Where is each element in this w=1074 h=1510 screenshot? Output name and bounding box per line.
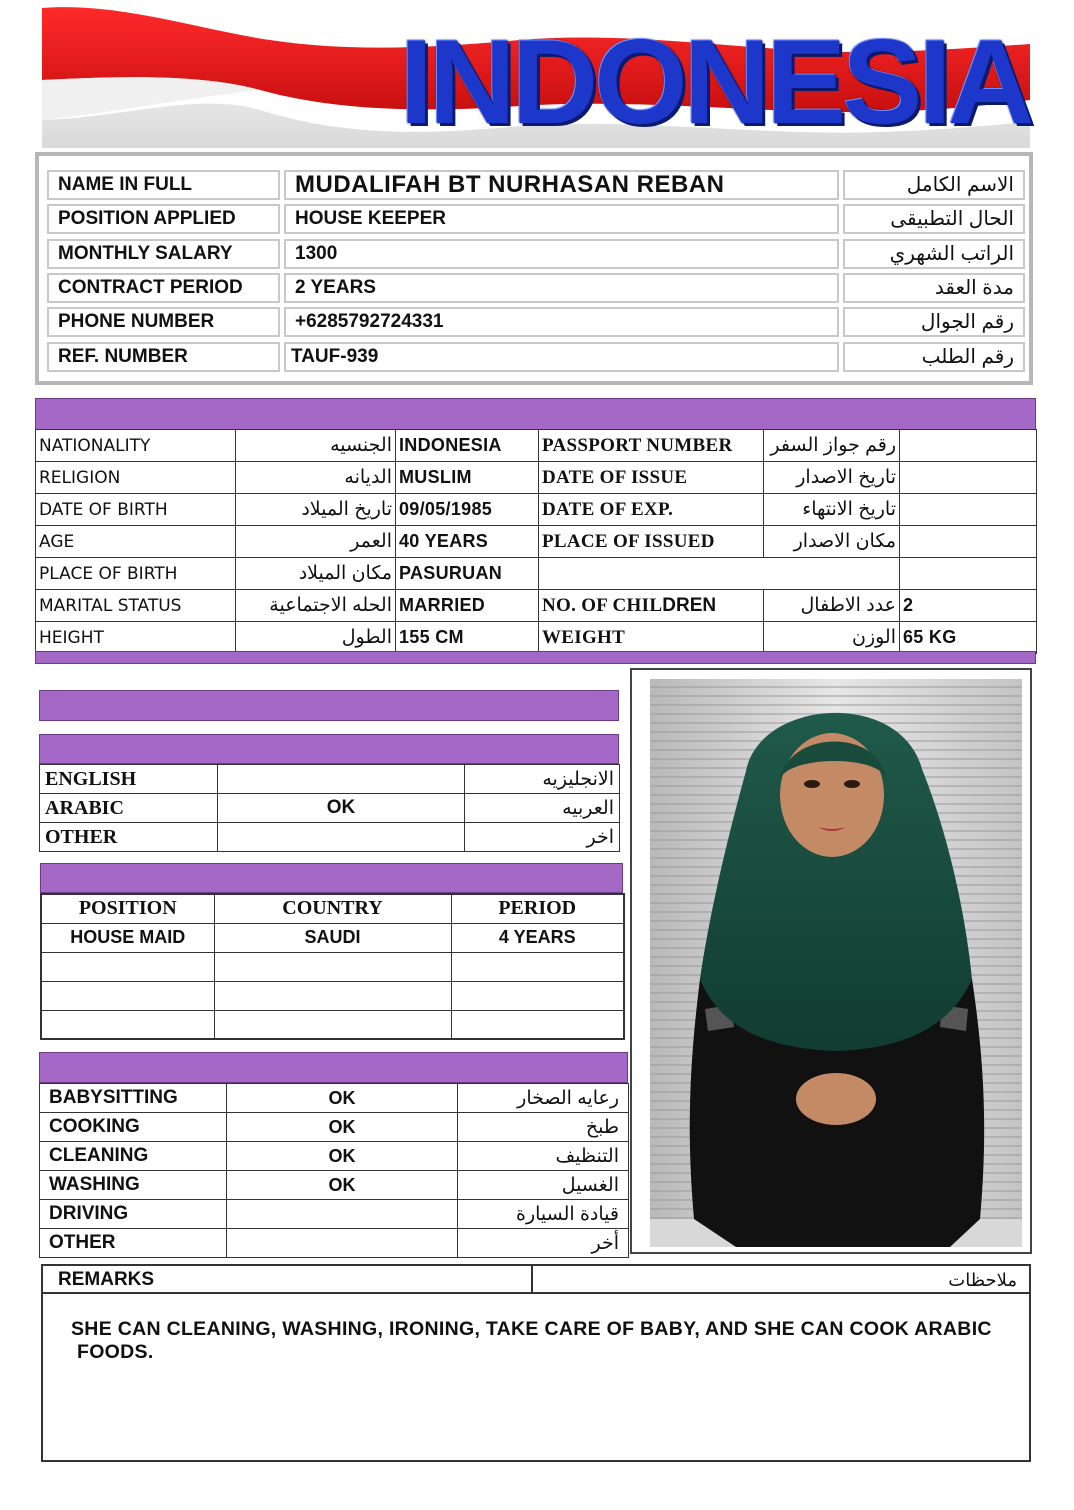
language-label-arabic: اخر (465, 823, 620, 852)
language-value (218, 765, 465, 794)
column-header: POSITION (41, 894, 214, 923)
experience-country (214, 1010, 451, 1039)
age-label-arabic: العمر (236, 526, 396, 558)
languages-table (39, 764, 620, 852)
religion-value: MUSLIM (396, 462, 539, 494)
photo-frame (630, 668, 1032, 1254)
info-row-name (47, 170, 1023, 200)
info-label: PHONE NUMBER (47, 307, 280, 337)
weight-label-arabic: الوزن (764, 622, 900, 654)
skills-table (39, 1083, 629, 1258)
applicant-info-box (35, 152, 1033, 385)
passport-label: PASSPORT NUMBER (539, 430, 764, 462)
table-row (41, 1010, 624, 1039)
language-label-arabic: العربيه (465, 794, 620, 823)
issue-date-label: DATE OF ISSUE (539, 462, 764, 494)
skills-header-bar (39, 1052, 628, 1083)
experience-country: SAUDI (214, 923, 451, 952)
age-label: AGE (36, 526, 236, 558)
children-value: 2 (900, 590, 1037, 622)
skill-value: OK (227, 1171, 458, 1200)
pob-label: PLACE OF BIRTH (36, 558, 236, 590)
children-label-arabic: عدد الاطفال (764, 590, 900, 622)
passport-label-arabic: رقم جواز السفر (764, 430, 900, 462)
table-row (36, 590, 1037, 622)
info-label-arabic: رقم الجوال (843, 307, 1025, 337)
table-row (40, 794, 620, 823)
info-row-salary (47, 239, 1023, 269)
experience-section (40, 863, 623, 1038)
marital-label-arabic: الحله الاجتماعية (236, 590, 396, 622)
table-row (36, 462, 1037, 494)
section-header-bar (39, 690, 619, 721)
info-row-position (47, 204, 1023, 234)
table-row (40, 1142, 629, 1171)
nationality-label: NATIONALITY (36, 430, 236, 462)
dob-label: DATE OF BIRTH (36, 494, 236, 526)
table-row (41, 923, 624, 952)
table-row (40, 1200, 629, 1229)
section-header-bar (35, 398, 1036, 430)
info-label: POSITION APPLIED (47, 204, 280, 234)
country-title: INDONESIA (399, 15, 1031, 149)
height-label-arabic: الطول (236, 622, 396, 654)
table-row (36, 430, 1037, 462)
applicant-photo (650, 679, 1022, 1247)
personal-details-section (35, 398, 1036, 666)
religion-label: RELIGION (36, 462, 236, 494)
table-row (36, 558, 1037, 590)
column-header: PERIOD (451, 894, 624, 923)
height-label: HEIGHT (36, 622, 236, 654)
experience-position (41, 981, 214, 1010)
skill-value: OK (227, 1142, 458, 1171)
issue-date-value (900, 462, 1037, 494)
experience-country (214, 981, 451, 1010)
dob-label-arabic: تاريخ الميلاد (236, 494, 396, 526)
skill-label-arabic: أخر (458, 1229, 629, 1258)
table-row (40, 1171, 629, 1200)
languages-header-bar (39, 734, 619, 764)
personal-details-table (35, 429, 1037, 654)
skill-label-arabic: طبخ (458, 1113, 629, 1142)
full-name-value: MUDALIFAH BT NURHASAN REBAN (284, 170, 839, 200)
info-label-arabic: الحال التطبيقى (843, 204, 1025, 234)
nationality-label-arabic: الجنسيه (236, 430, 396, 462)
religion-label-arabic: الديانه (236, 462, 396, 494)
expiry-value (900, 494, 1037, 526)
table-row (41, 981, 624, 1010)
skill-label-arabic: الغسيل (458, 1171, 629, 1200)
contract-value: 2 YEARS (284, 273, 839, 303)
height-value: 155 CM (396, 622, 539, 654)
place-issued-label: PLACE OF ISSUED (539, 526, 764, 558)
language-label: ARABIC (40, 794, 218, 823)
table-row (40, 1229, 629, 1258)
salary-value: 1300 (284, 239, 839, 269)
info-label-arabic: رقم الطلب (843, 342, 1025, 372)
language-label: OTHER (40, 823, 218, 852)
place-issued-value (900, 526, 1037, 558)
skill-label: COOKING (40, 1113, 227, 1142)
experience-period (451, 952, 624, 981)
remarks-line: SHE CAN CLEANING, WASHING, IRONING, TAKE CARE OF BABY, AND SHE CAN COOK ARABIC (71, 1318, 992, 1340)
issue-date-label-arabic: تاريخ الاصدار (764, 462, 900, 494)
empty-cell (539, 558, 900, 590)
age-value: 40 YEARS (396, 526, 539, 558)
ref-value: TAUF-939 (284, 342, 839, 372)
nationality-value: INDONESIA (396, 430, 539, 462)
expiry-label-arabic: تاريخ الانتهاء (764, 494, 900, 526)
table-row (40, 823, 620, 852)
pob-value: PASURUAN (396, 558, 539, 590)
column-header: COUNTRY (214, 894, 451, 923)
info-label: REF. NUMBER (47, 342, 280, 372)
info-row-phone (47, 307, 1023, 337)
skill-label: WASHING (40, 1171, 227, 1200)
empty-cell (900, 558, 1037, 590)
table-row (36, 494, 1037, 526)
table-header-row (41, 894, 624, 923)
skills-section (39, 1052, 628, 1257)
pob-label-arabic: مكان الميلاد (236, 558, 396, 590)
info-row-ref (47, 342, 1023, 372)
person-portrait-icon (650, 679, 1022, 1247)
children-label-a: NO. OF CHIL (542, 594, 663, 616)
info-label: NAME IN FULL (47, 170, 280, 200)
skill-label: DRIVING (40, 1200, 227, 1229)
experience-position: HOUSE MAID (41, 923, 214, 952)
experience-period: 4 YEARS (451, 923, 624, 952)
weight-label: WEIGHT (539, 622, 764, 654)
table-row (40, 1084, 629, 1113)
experience-period (451, 1010, 624, 1039)
section-footer-bar (35, 651, 1036, 664)
remarks-section (41, 1264, 1031, 1462)
skill-label-arabic: رعايه الصخار (458, 1084, 629, 1113)
marital-label: MARITAL STATUS (36, 590, 236, 622)
skill-label: BABYSITTING (40, 1084, 227, 1113)
table-row (41, 952, 624, 981)
remarks-text (71, 1318, 1011, 1364)
remarks-label: REMARKS (43, 1266, 533, 1294)
expiry-label: DATE OF EXP. (539, 494, 764, 526)
marital-value: MARRIED (396, 590, 539, 622)
experience-table (40, 893, 625, 1040)
skill-value: OK (227, 1084, 458, 1113)
phone-value: +6285792724331 (284, 307, 839, 337)
info-label-arabic: الاسم الكامل (843, 170, 1025, 200)
remarks-line: FOODS. (77, 1341, 154, 1363)
children-label-b: DREN (662, 594, 717, 616)
skill-value: OK (227, 1113, 458, 1142)
language-label: ENGLISH (40, 765, 218, 794)
info-label: MONTHLY SALARY (47, 239, 280, 269)
language-label-arabic: الانجليزيه (465, 765, 620, 794)
skill-value (227, 1229, 458, 1258)
skill-label: OTHER (40, 1229, 227, 1258)
language-value: OK (218, 794, 465, 823)
experience-position (41, 952, 214, 981)
position-value: HOUSE KEEPER (284, 204, 839, 234)
experience-header-bar (40, 863, 623, 893)
weight-value: 65 KG (900, 622, 1037, 654)
table-row (40, 765, 620, 794)
info-row-contract (47, 273, 1023, 303)
table-row (40, 1113, 629, 1142)
info-label-arabic: مدة العقد (843, 273, 1025, 303)
table-row (36, 526, 1037, 558)
skill-value (227, 1200, 458, 1229)
passport-value (900, 430, 1037, 462)
place-issued-label-arabic: مكان الاصدار (764, 526, 900, 558)
remarks-label-arabic: ملاحظات (533, 1266, 1029, 1294)
dob-value: 09/05/1985 (396, 494, 539, 526)
experience-country (214, 952, 451, 981)
info-label-arabic: الراتب الشهري (843, 239, 1025, 269)
info-label: CONTRACT PERIOD (47, 273, 280, 303)
languages-section (39, 734, 619, 852)
experience-period (451, 981, 624, 1010)
children-label (539, 590, 764, 622)
skill-label-arabic: قيادة السيارة (458, 1200, 629, 1229)
language-value (218, 823, 465, 852)
table-row (36, 622, 1037, 654)
skill-label-arabic: التنظيف (458, 1142, 629, 1171)
experience-position (41, 1010, 214, 1039)
skill-label: CLEANING (40, 1142, 227, 1171)
